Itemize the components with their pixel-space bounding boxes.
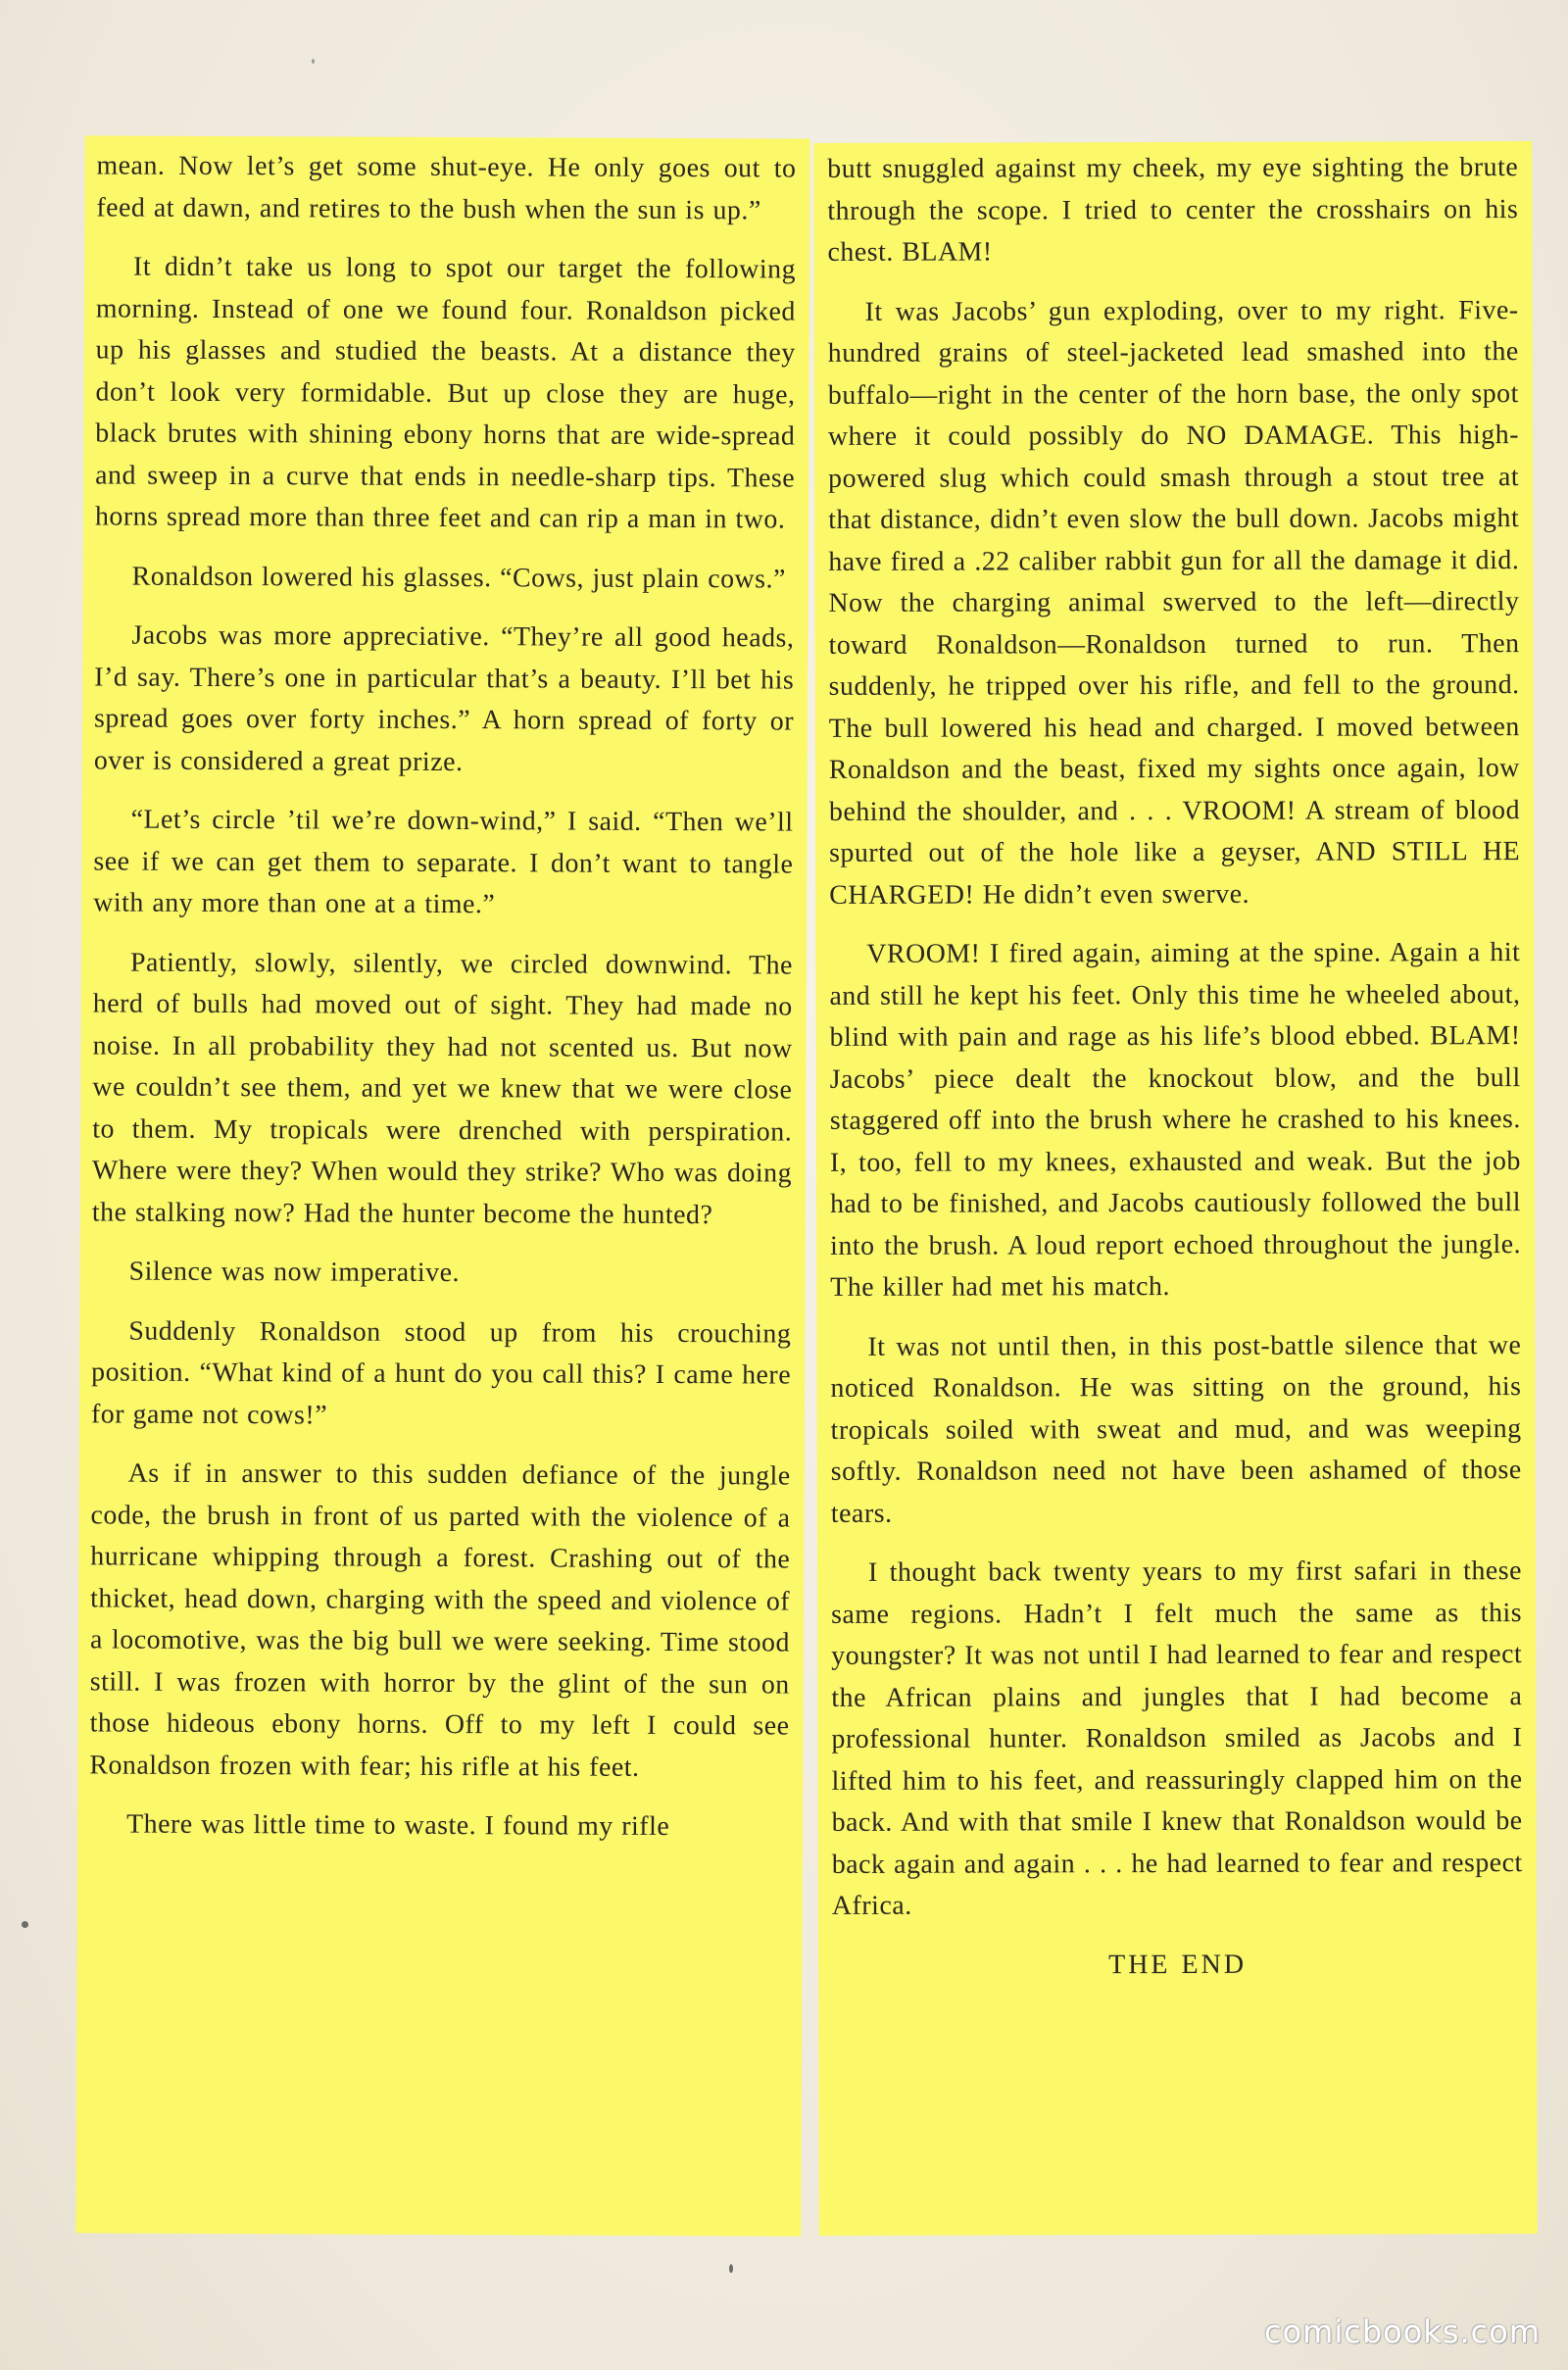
paragraph: VROOM! I fired again, aiming at the spine. Again a hit and still he kept his feet. Only this time he wheeled about, blind with pain and rage as his life’s blood ebbed. BLAM! Jacobs’ piece dealt the knockout blow, and the bull staggered off into the brush where he crashed to his knees. I, too, fell to my knees, exhausted and weak. But the job had to be finished, and Jacobs cautiously followed the bull into the brush. A loud report echoed throughout the jungle. The killer had met his match. (829, 937, 1522, 1303)
paper-speck (312, 59, 315, 64)
paragraph: butt snuggled against my cheek, my eye sighting the brute through the scope. I tried to center the crosshairs on his chest. BLAM! (827, 152, 1519, 268)
the-end-label: THE END (1108, 1949, 1248, 1980)
paragraph: It was Jacobs’ gun exploding, over to my right. Five-hundred grains of steel-jacketed lead smashed into the buffalo—right in the center of the horn base, the only spot where it could possibly do NO DAMAGE. This high-powered slug which could smash through a stout tree at that distance, didn’t even slow the bull down. Jacobs might have fired a .22 caliber rabbit gun for all the damage it did. Now the charging animal swerved to the left—directly toward Ronaldson—Ronaldson turned to run. Then suddenly, he tripped over his rifle, and fell to the ground. The bull lowered his head and charged. I moved between Ronaldson and the beast, fixed my sights once again, low behind the shoulder, and . . . VROOM! A stream of blood spurted out of the hole like a geyser, AND STILL HE CHARGED! He didn’t even swerve. (827, 294, 1521, 911)
paper-speck (22, 1921, 28, 1928)
paper-speck (729, 2264, 733, 2273)
paragraph: There was little time to waste. I found my rifle (126, 1808, 670, 1843)
paragraph: Ronaldson lowered his glasses. “Cows, just plain cows.” (131, 561, 787, 595)
paragraph: It was not until then, in this post-battle silence that we noticed Ronaldson. He was sitting on the ground, his tropicals soiled with sweat and mud, and was weeping softly. Ronaldson need not have been ashamed of those tears. (830, 1329, 1522, 1529)
watermark-text: comicbooks.com (1263, 2313, 1541, 2350)
right-column (813, 141, 1538, 2236)
paragraph: It didn’t take us long to spot our target the following morning. Instead of one we found four. Ronaldson picked up his glasses and studied the beasts. At a distance they don’t look very formidable. But up close they are huge, black brutes with shining ebony horns that are wide-spread and sweep in a curve that ends in needle-sharp tips. These horns spread more than three feet and can rip a man in two. (94, 251, 797, 535)
paragraph: I thought back twenty years to my first safari in these same regions. Hadn’t I felt much the same as this youngster? It was not until I had learned to fear and respect the African plains and jungles that I had become a professional hunter. Ronaldson smiled as Jacobs and I lifted him to his feet, and reassuringly clapped him on the back. And with that smile I knew that Ronaldson would be back again and again . . . he had learned to fear and respect Africa. (831, 1555, 1523, 1921)
paragraph: Patiently, slowly, silently, we circled downwind. The herd of bulls had moved out of sight. They had made no noise. In all probability they had not scented us. But now we couldn’t see them, and yet we knew that we were close to them. My tropicals were drenched with perspiration. Where were they? When would they strike? Who was doing the stalking now? Had the hunter become the hunted? (91, 947, 794, 1230)
left-column (75, 135, 809, 2236)
paragraph: Suddenly Ronaldson stood up from his crouching position. “What kind of a hunt do you call this? I came here for game not cows!” (90, 1315, 792, 1430)
paragraph: Jacobs was more appreciative. “They’re all good heads, I’d say. There’s one in particular that’s a beauty. I’ll bet his spread goes over forty inches.” A horn spread of forty or over is considered a great prize. (93, 619, 795, 777)
paragraph: “Let’s circle ’til we’re down-wind,” I said. “Then we’ll see if we can get them to separate. I don’t want to tangle with any more than one at a time.” (93, 804, 794, 920)
paragraph: Silence was now imperative. (128, 1256, 461, 1289)
paragraph: mean. Now let’s get some shut-eye. He only goes out to feed at dawn, and retires to the bush when the sun is up.” (96, 150, 797, 225)
paragraph: As if in answer to this sudden defiance of the jungle code, the brush in front of us parted with the violence of a hurricane whipping through a forest. Crashing out of the thicket, head down, charging with the speed and violence of a locomotive, was the big bull we were seeking. Time stood still. I was frozen with horror by the glint of the sun on those hideous ebony horns. Off to my left I could see Ronaldson frozen with fear; his rifle at his feet. (89, 1457, 791, 1783)
